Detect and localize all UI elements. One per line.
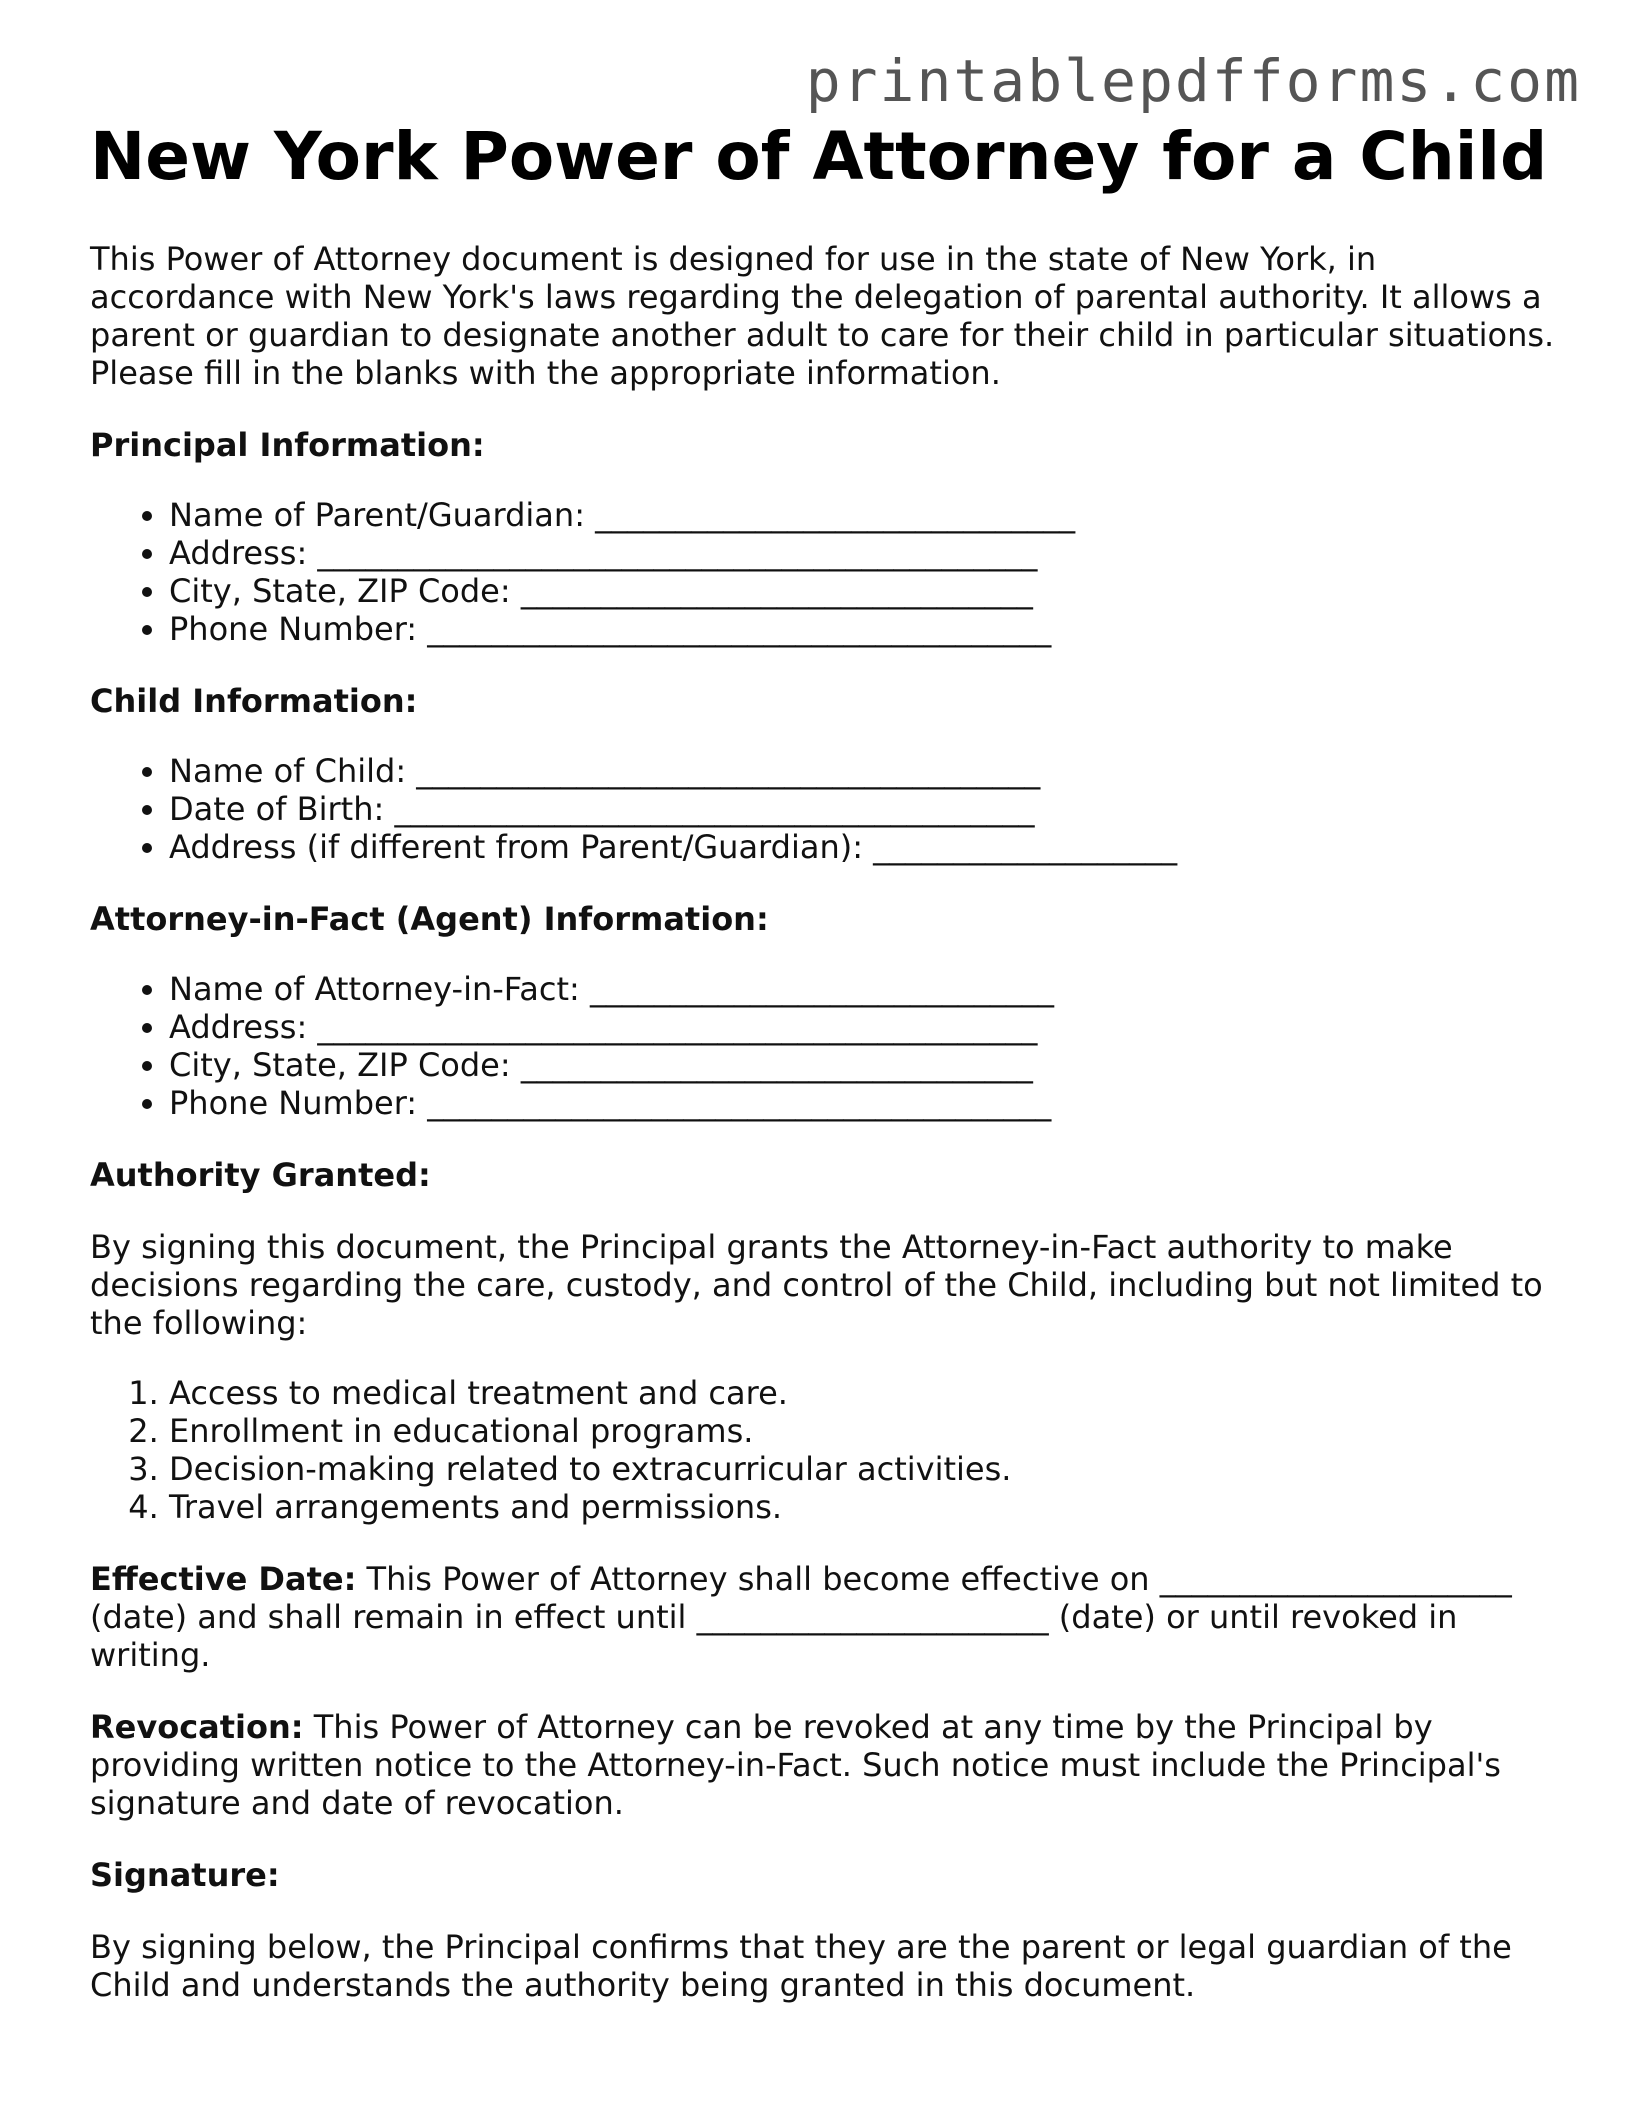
watermark: printablepdfforms.com xyxy=(805,47,1581,115)
agent-heading: Attorney-in-Fact (Agent) Information: xyxy=(90,900,769,938)
principal-city-field[interactable]: • City, State, ZIP Code: ________________________________ xyxy=(169,572,1560,610)
revocation-paragraph xyxy=(90,1708,1560,1822)
agent-address-field[interactable]: • Address: _____________________________________________ xyxy=(169,1008,1560,1046)
signature-heading: Signature: xyxy=(90,1856,280,1894)
principal-address-field[interactable]: • Address: _____________________________________________ xyxy=(169,534,1560,572)
revocation-text: This Power of Attorney can be revoked at any time by the Principal by providing written notice to the Attorney-in-Fact. Such notice must include the Principal's signature and date of revocation. xyxy=(90,1708,1501,1822)
effective-date-paragraph[interactable] xyxy=(90,1560,1560,1674)
child-dob-field[interactable]: • Date of Birth: ________________________________________ xyxy=(169,790,1560,828)
principal-list xyxy=(90,496,1560,648)
authority-item-extracurricular: 3. Decision-making related to extracurricular activities. xyxy=(169,1450,1560,1488)
agent-phone-field[interactable]: • Phone Number: _______________________________________ xyxy=(169,1084,1560,1122)
agent-city-field[interactable]: • City, State, ZIP Code: ________________________________ xyxy=(169,1046,1560,1084)
child-name-field[interactable]: • Name of Child: _______________________________________ xyxy=(169,752,1560,790)
authority-heading: Authority Granted: xyxy=(90,1156,431,1194)
signature-paragraph: By signing below, the Principal confirms that they are the parent or legal guardian of the Child and understands the authority being granted in this document. xyxy=(90,1928,1512,2004)
principal-name-field[interactable]: • Name of Parent/Guardian: ______________________________ xyxy=(169,496,1560,534)
authority-item-education: 2. Enrollment in educational programs. xyxy=(169,1412,1560,1450)
principal-heading: Principal Information: xyxy=(90,426,485,464)
authority-paragraph: By signing this document, the Principal grants the Attorney-in-Fact authority to make decisions regarding the care, custody, and control of the Child, including but not limited to the following: xyxy=(90,1228,1543,1342)
effective-date-text: This Power of Attorney shall become effective on ______________________ (date) and shall remain in effect until ______________________ (date) or until revoked in writing. xyxy=(90,1560,1512,1674)
agent-list xyxy=(90,970,1560,1122)
intro-paragraph: This Power of Attorney document is designed for use in the state of New York, in accordance with New York's laws regarding the delegation of parental authority. It allows a parent or guardian to designate another adult to care for their child in particular situations. Please fill in the blanks with the appropriate information. xyxy=(90,240,1555,392)
authority-item-medical: 1. Access to medical treatment and care. xyxy=(169,1374,1560,1412)
page-title: New York Power of Attorney for a Child xyxy=(90,118,1548,195)
child-address-field[interactable]: • Address (if different from Parent/Guardian): ___________________ xyxy=(169,828,1560,866)
authority-item-travel: 4. Travel arrangements and permissions. xyxy=(169,1488,1560,1526)
principal-phone-field[interactable]: • Phone Number: _______________________________________ xyxy=(169,610,1560,648)
child-heading: Child Information: xyxy=(90,682,418,720)
agent-name-field[interactable]: • Name of Attorney-in-Fact: _____________________________ xyxy=(169,970,1560,1008)
document-body xyxy=(90,112,1560,2004)
effective-date-label: Effective Date: xyxy=(90,1560,357,1598)
child-list xyxy=(90,752,1560,866)
revocation-label: Revocation: xyxy=(90,1708,304,1746)
authority-list xyxy=(90,1374,1560,1526)
